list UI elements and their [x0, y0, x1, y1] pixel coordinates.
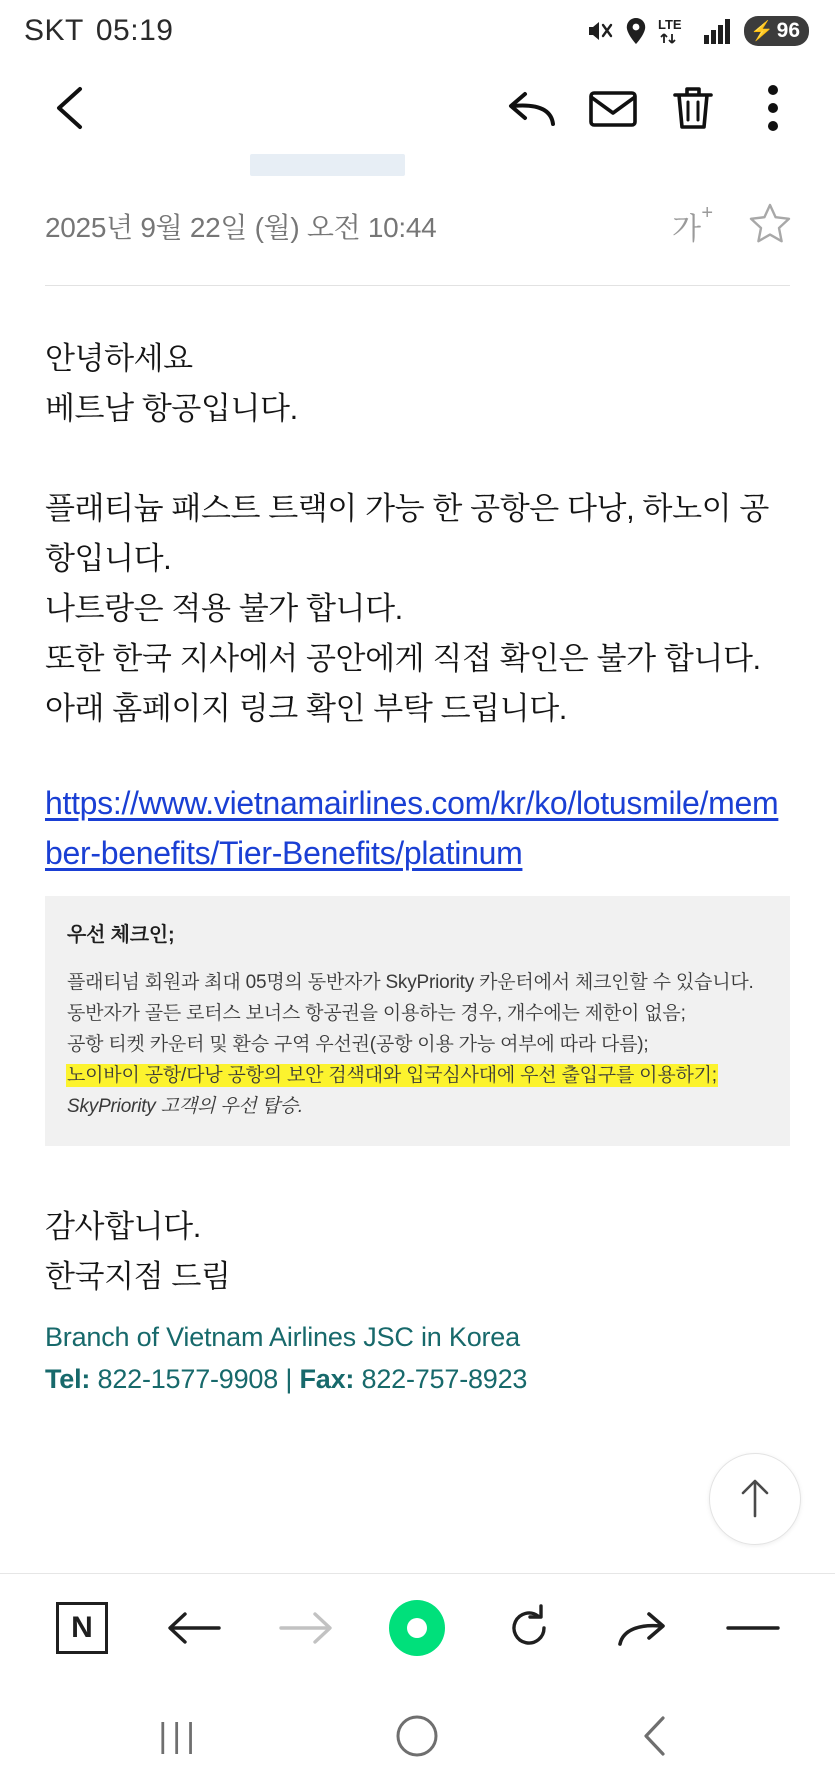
refresh-icon: [504, 1603, 554, 1653]
arrow-up-icon: [733, 1476, 777, 1522]
chevron-left-icon: [638, 1713, 674, 1759]
body-line-blank: [45, 434, 790, 484]
signature-block: [0, 1146, 835, 1400]
mail-body-text: [0, 286, 835, 734]
charging-bolt-icon: ⚡: [749, 20, 774, 42]
quote-title: 우선 체크인;: [67, 924, 175, 946]
mail-link-block: [0, 778, 835, 878]
mark-unread-button[interactable]: [573, 68, 653, 148]
naver-logo-label: N: [71, 1610, 93, 1644]
vietnam-airlines-link[interactable]: https://www.vietnamairlines.com/kr/ko/lotusmile/member-benefits/Tier-Benefits/platinum: [45, 785, 779, 871]
body-line-1: 안녕하세요: [45, 341, 193, 376]
signature-thanks: 감사합니다.: [45, 1209, 201, 1244]
recents-label: |||: [158, 1716, 200, 1755]
location-icon: [625, 17, 647, 45]
body-line-4: 플래티늄 패스트 트랙이 가능 한 공항은 다낭, 하노이 공항입니다.: [45, 491, 769, 576]
signal-icon: [703, 17, 733, 45]
home-circle-icon: [394, 1713, 440, 1759]
mute-icon: [586, 18, 614, 44]
mail-date: 2025년 9월 22일 (월) 오전 10:44: [45, 211, 437, 243]
tel-label: Tel:: [45, 1364, 91, 1394]
carrier-label: SKT: [24, 14, 84, 47]
scroll-to-top-button[interactable]: [709, 1453, 801, 1545]
record-dot-icon: [389, 1600, 445, 1656]
back-button[interactable]: [32, 68, 112, 148]
share-button[interactable]: [599, 1586, 683, 1670]
browser-menu-button[interactable]: [711, 1586, 795, 1670]
mail-body-scroll[interactable]: [0, 154, 835, 1573]
body-line-6: 또한 한국 지사에서 공안에게 직접 확인은 불가 합니다.: [45, 641, 761, 676]
nav-back-button[interactable]: [601, 1696, 711, 1776]
subject-partial-strip: [250, 154, 405, 176]
tel-value: 822-1577-9908 |: [90, 1364, 300, 1394]
body-line-2: 베트남 항공입니다.: [45, 391, 298, 426]
quote-line: SkyPriority 고객의 우선 탑승.: [67, 1096, 303, 1117]
android-nav-bar: [0, 1681, 835, 1791]
mail-meta-actions: [672, 202, 791, 249]
arrow-right-icon: [277, 1607, 335, 1649]
clock-label: 05:19: [95, 14, 174, 47]
lte-icon: [658, 16, 692, 46]
star-button[interactable]: [749, 202, 791, 249]
font-size-label: 가: [672, 212, 701, 246]
font-size-button[interactable]: [672, 201, 713, 248]
font-size-sup: +: [701, 201, 713, 224]
mail-meta-row: [0, 176, 835, 249]
fax-value: 822-757-8923: [354, 1364, 528, 1394]
signature-from: 한국지점 드림: [45, 1259, 231, 1294]
more-options-button[interactable]: [733, 68, 813, 148]
refresh-button[interactable]: [487, 1586, 571, 1670]
signature-contact: [45, 1358, 790, 1400]
quote-line: 공항 티켓 카운터 및 환승 구역 우선권(공항 이용 가능 여부에 따라 다름);: [67, 1034, 649, 1055]
reply-button[interactable]: [493, 68, 573, 148]
delete-button[interactable]: [653, 68, 733, 148]
fax-label: Fax:: [299, 1364, 355, 1394]
svg-text:LTE: LTE: [657, 17, 682, 32]
record-button[interactable]: [375, 1586, 459, 1670]
body-line-5: 나트랑은 적용 불가 합니다.: [45, 591, 403, 626]
battery-indicator: [744, 16, 809, 46]
hamburger-icon: [724, 1616, 782, 1640]
quote-line: 플래티넘 회원과 최대 05명의 동반자가 SkyPriority 카운터에서 체크인할 수 있습니다. 동반자가 골든 로터스 보너스 항공권을 이용하는 경우, 개수에는 제한이 없음;: [67, 972, 754, 1024]
share-icon: [613, 1604, 669, 1652]
status-right-group: [586, 16, 809, 46]
naver-logo-icon: [56, 1602, 108, 1654]
battery-level-label: 96: [776, 19, 800, 42]
quoted-content-box: [45, 896, 790, 1146]
quote-line-highlighted: [67, 1060, 768, 1091]
mail-toolbar: [0, 62, 835, 154]
status-left-group: [24, 14, 173, 48]
nav-recents-button[interactable]: [124, 1696, 234, 1776]
arrow-left-icon: [165, 1607, 223, 1649]
browser-forward-button[interactable]: [264, 1586, 348, 1670]
body-line-7: 아래 홈페이지 링크 확인 부탁 드립니다.: [45, 691, 568, 726]
highlighted-text: 노이바이 공항/다낭 공항의 보안 검색대와 입국심사대에 우선 출입구를 이용하기;: [67, 1065, 717, 1086]
status-bar: [0, 0, 835, 62]
signature-company: Branch of Vietnam Airlines JSC in Korea: [45, 1322, 520, 1352]
nav-home-button[interactable]: [362, 1696, 472, 1776]
naver-home-button[interactable]: [40, 1586, 124, 1670]
browser-back-button[interactable]: [152, 1586, 236, 1670]
browser-bottom-bar: [0, 1573, 835, 1681]
